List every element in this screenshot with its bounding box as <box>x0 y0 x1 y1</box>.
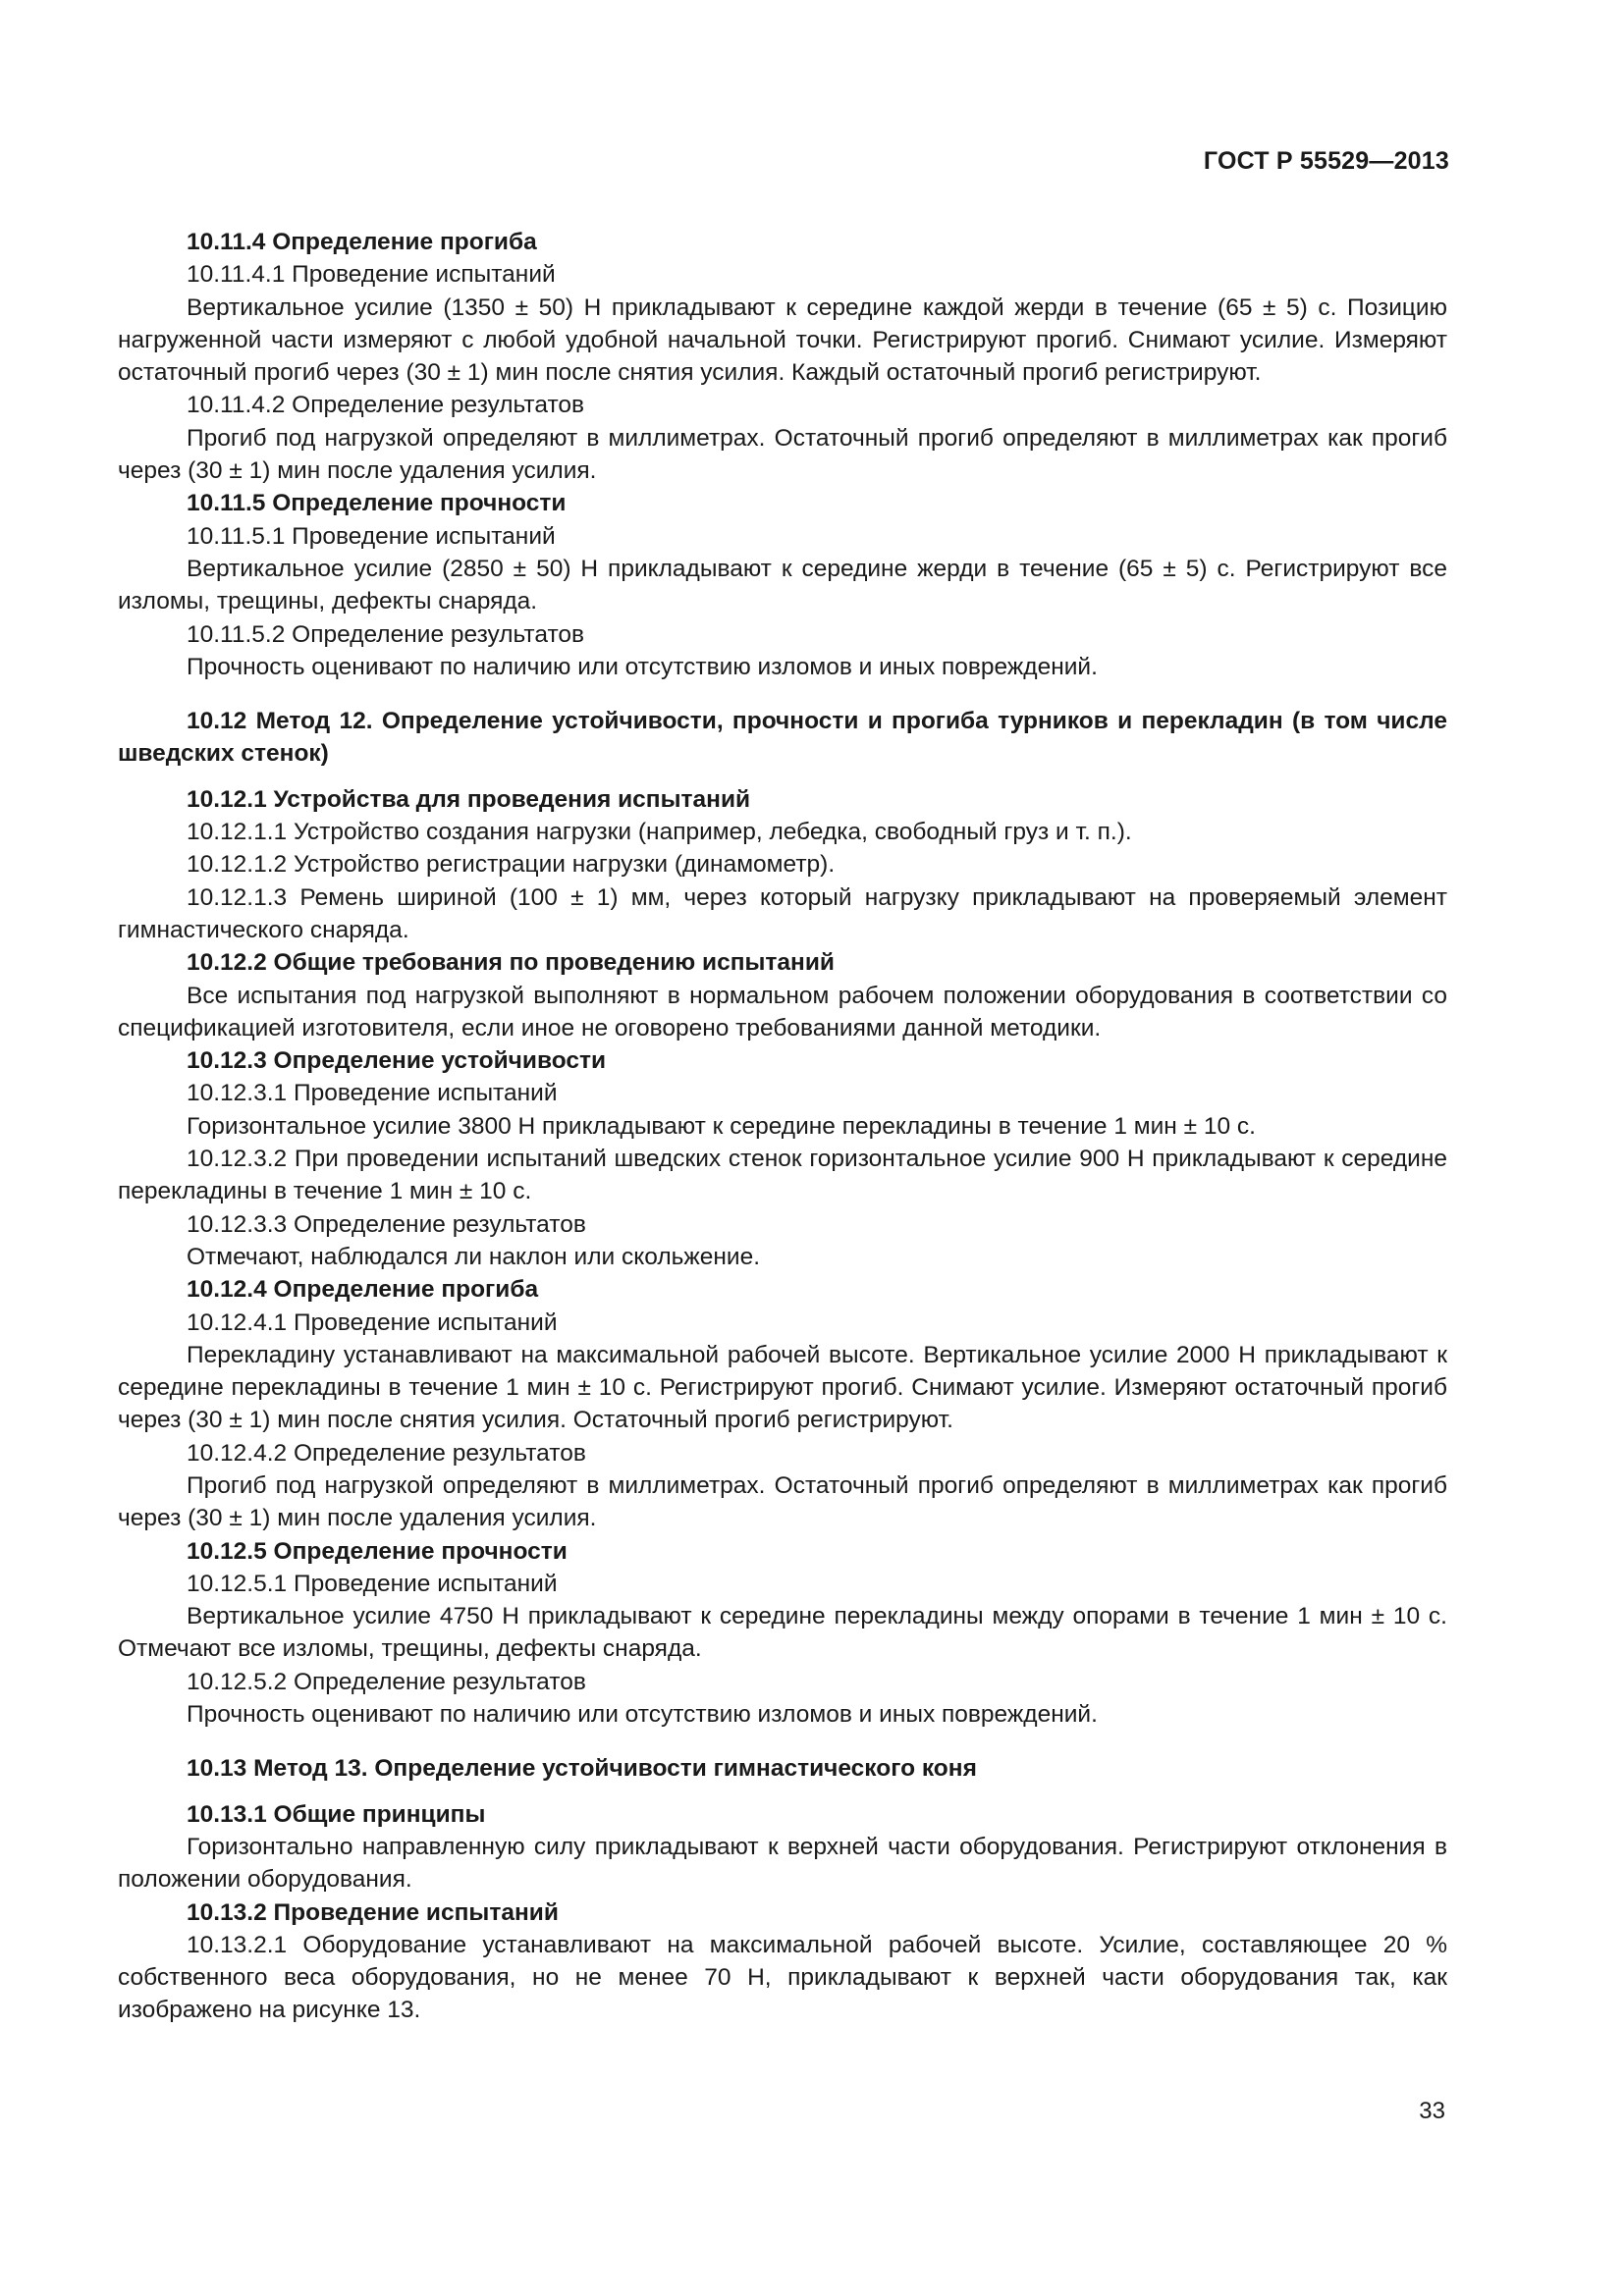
paragraph: Отмечают, наблюдался ли наклон или скольжение. <box>187 1243 761 1270</box>
paragraph: 10.13.1 Общие принципы <box>187 1800 486 1828</box>
paragraph: Прогиб под нагрузкой определяют в миллиметрах. Остаточный прогиб определяют в миллиметрах как прогиб через (30 ± 1) мин после удаления усилия. <box>118 1471 1447 1532</box>
paragraph: Вертикальное усилие (1350 ± 50) Н прикладывают к середине каждой жерди в течение (65 ± 5) с. Позицию нагруженной части измеряют с любой удобной начальной точки. Регистрируют прогиб. Снимают усилие. Измеряют остаточный прогиб через (30 ± 1) мин после снятия усилия. Каждый остаточный прогиб регистрируют. <box>118 294 1447 387</box>
paragraph: 10.12.5.2 Определение результатов <box>187 1668 586 1695</box>
paragraph: Прогиб под нагрузкой определяют в миллиметрах. Остаточный прогиб определяют в миллиметрах как прогиб через (30 ± 1) мин после удаления усилия. <box>118 424 1447 485</box>
paragraph: 10.12.4 Определение прогиба <box>187 1276 539 1304</box>
paragraph: 10.11.5 Определение прочности <box>187 490 567 517</box>
paragraph: 10.12.4.2 Определение результатов <box>187 1439 586 1467</box>
paragraph: 10.12.3.1 Проведение испытаний <box>187 1080 558 1107</box>
paragraph: 10.12.3.3 Определение результатов <box>187 1210 586 1238</box>
paragraph: 10.11.5.2 Определение результатов <box>187 620 585 648</box>
paragraph: Горизонтальное усилие 3800 Н прикладывают к середине перекладины в течение 1 мин ± 10 с. <box>187 1112 1256 1140</box>
paragraph: Прочность оценивают по наличию или отсутствию изломов и иных повреждений. <box>187 1701 1098 1729</box>
paragraph: 10.12.1.3 Ремень шириной (100 ± 1) мм, через который нагрузку прикладывают на проверяемый элемент гимнастического снаряда. <box>118 883 1447 943</box>
paragraph: 10.11.5.1 Проведение испытаний <box>187 522 556 550</box>
document-header: ГОСТ Р 55529—2013 <box>1203 147 1449 175</box>
paragraph: 10.12.4.1 Проведение испытаний <box>187 1308 558 1336</box>
paragraph: 10.12.1.2 Устройство регистрации нагрузки (динамометр). <box>187 851 836 879</box>
paragraph: 10.12.5 Определение прочности <box>187 1537 568 1565</box>
paragraph: Перекладину устанавливают на максимальной рабочей высоте. Вертикальное усилие 2000 Н прикладывают к середине перекладины в течение 1 мин ± 10 с. Регистрируют прогиб. Снимают усилие. Измеряют остаточный прогиб через (30 ± 1) мин после снятия усилия. Остаточный прогиб регистрируют. <box>118 1341 1447 1434</box>
section-heading: 10.12 Метод 12. Определение устойчивости, прочности и прогиба турников и перекладин (в том числе шведских стенок) <box>118 708 1447 768</box>
paragraph: Вертикальное усилие 4750 Н прикладывают к середине перекладины между опорами в течение 1 мин ± 10 с. Отмечают все изломы, трещины, дефекты снаряда. <box>118 1603 1447 1663</box>
paragraph: Вертикальное усилие (2850 ± 50) Н прикладывают к середине жерди в течение (65 ± 5) с. Регистрируют все изломы, трещины, дефекты снаряда. <box>118 555 1447 615</box>
paragraph: 10.12.3.2 При проведении испытаний шведских стенок горизонтальное усилие 900 Н прикладывают к середине перекладины в течение 1 мин ± 10 с. <box>118 1146 1447 1205</box>
paragraph: 10.11.4 Определение прогиба <box>187 229 537 255</box>
paragraph: 10.12.3 Определение устойчивости <box>187 1047 607 1075</box>
document-body <box>118 226 1447 2027</box>
paragraph: 10.13.2.1 Оборудование устанавливают на максимальной рабочей высоте. Усилие, составляющее 20 % собственного веса оборудования, но не менее 70 Н, прикладывают к верхней части оборудования так, как изображено на рисунке 13. <box>118 1931 1447 2024</box>
page-number: 33 <box>1419 2098 1445 2124</box>
paragraph: Прочность оценивают по наличию или отсутствию изломов и иных повреждений. <box>187 653 1098 680</box>
paragraph: 10.12.1.1 Устройство создания нагрузки (например, лебедка, свободный груз и т. п.). <box>187 819 1132 846</box>
paragraph: 10.13.2 Проведение испытаний <box>187 1898 559 1926</box>
paragraph: 10.12.5.1 Проведение испытаний <box>187 1570 558 1597</box>
paragraph: 10.11.4.1 Проведение испытаний <box>187 261 556 289</box>
paragraph: Все испытания под нагрузкой выполняют в нормальном рабочем положении оборудования в соответствии со спецификацией изготовителя, если иное не оговорено требованиями данной методики. <box>118 982 1447 1041</box>
paragraph: 10.12.2 Общие требования по проведению испытаний <box>187 949 835 977</box>
paragraph: 10.11.4.2 Определение результатов <box>187 392 585 419</box>
section-heading: 10.13 Метод 13. Определение устойчивости гимнастического коня <box>187 1755 977 1783</box>
paragraph: 10.12.1 Устройства для проведения испытаний <box>187 785 751 813</box>
paragraph: Горизонтально направленную силу прикладывают к верхней части оборудования. Регистрируют отклонения в положении оборудования. <box>118 1833 1447 1894</box>
